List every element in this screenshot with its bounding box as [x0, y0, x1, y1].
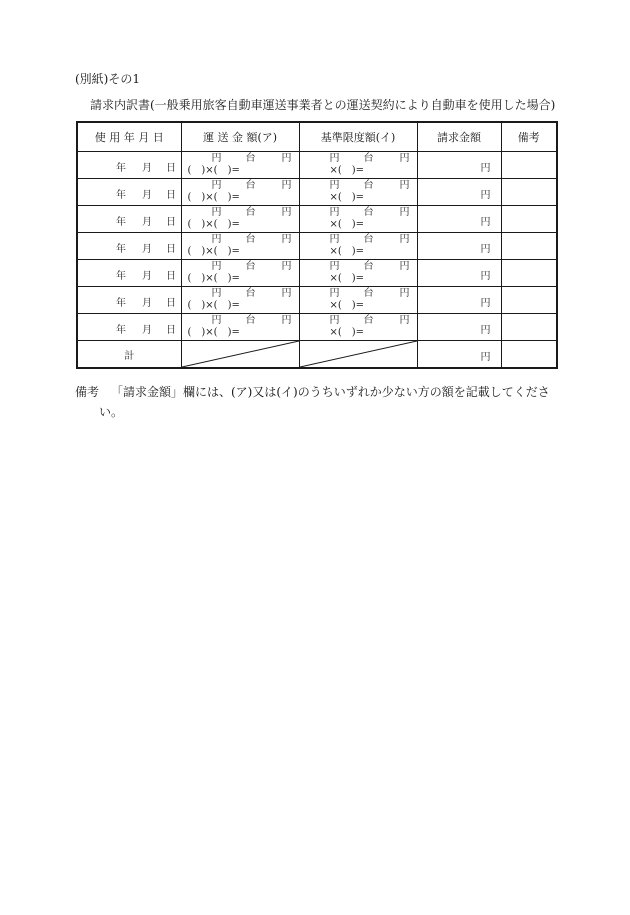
limit-cell[interactable]	[299, 152, 417, 179]
fare-cell[interactable]	[181, 206, 299, 233]
limit-formula: ×( )=	[329, 327, 365, 338]
total-row	[77, 341, 557, 369]
amount-unit: 円	[480, 190, 491, 201]
fare-formula: ( )×( )=	[187, 192, 240, 203]
page-label: (別紙)その1	[75, 72, 140, 86]
total-limit-blank	[299, 341, 417, 369]
header-fare: 運 送 金 額(ア)	[181, 122, 299, 152]
claim-amount-cell[interactable]	[417, 314, 501, 341]
fare-yen-unit: 円	[211, 234, 222, 245]
remarks-line-1: 「請求金額」欄には、(ア)又は(イ)のうちいずれか少ない方の額を記載してくださ	[111, 385, 550, 399]
fare-vehicle-unit: 台	[245, 207, 256, 218]
fare-cell[interactable]	[181, 179, 299, 206]
date-cell[interactable]	[77, 152, 181, 179]
remarks-line-2: い。	[99, 405, 124, 419]
fare-vehicle-unit: 台	[245, 288, 256, 299]
claim-amount-cell[interactable]	[417, 152, 501, 179]
fare-vehicle-unit: 台	[245, 261, 256, 272]
claim-amount-cell[interactable]	[417, 206, 501, 233]
year-unit: 年	[116, 271, 126, 282]
date-cell[interactable]	[77, 314, 181, 341]
fare-vehicle-unit: 台	[245, 315, 256, 326]
total-unit: 円	[480, 352, 491, 363]
month-unit: 月	[142, 163, 152, 174]
fare-formula: ( )×( )=	[187, 219, 240, 230]
header-date: 使 用 年 月 日	[77, 122, 181, 152]
fare-result-unit: 円	[281, 180, 292, 191]
amount-unit: 円	[480, 298, 491, 309]
fare-formula: ( )×( )=	[187, 273, 240, 284]
header-limit: 基準限度額(イ)	[299, 122, 417, 152]
limit-cell[interactable]	[299, 260, 417, 287]
limit-vehicle-unit: 台	[363, 234, 374, 245]
remarks-cell[interactable]	[501, 287, 557, 314]
claim-amount-cell[interactable]	[417, 287, 501, 314]
limit-yen-unit: 円	[329, 288, 340, 299]
fare-vehicle-unit: 台	[245, 234, 256, 245]
day-unit: 日	[166, 163, 176, 174]
amount-unit: 円	[480, 244, 491, 255]
table-header-row	[77, 122, 557, 152]
limit-result-unit: 円	[399, 153, 410, 164]
limit-formula: ×( )=	[329, 219, 365, 230]
limit-formula: ×( )=	[329, 273, 365, 284]
fare-vehicle-unit: 台	[245, 180, 256, 191]
limit-yen-unit: 円	[329, 315, 340, 326]
limit-formula: ×( )=	[329, 246, 365, 257]
limit-yen-unit: 円	[329, 153, 340, 164]
fare-formula: ( )×( )=	[187, 165, 240, 176]
year-unit: 年	[116, 244, 126, 255]
fare-formula: ( )×( )=	[187, 300, 240, 311]
header-remarks: 備考	[501, 122, 557, 152]
limit-cell[interactable]	[299, 287, 417, 314]
fare-result-unit: 円	[281, 288, 292, 299]
limit-result-unit: 円	[399, 288, 410, 299]
day-unit: 日	[166, 217, 176, 228]
fare-cell[interactable]	[181, 260, 299, 287]
table-row	[77, 206, 557, 233]
fare-vehicle-unit: 台	[245, 153, 256, 164]
limit-yen-unit: 円	[329, 207, 340, 218]
fare-result-unit: 円	[281, 207, 292, 218]
limit-cell[interactable]	[299, 314, 417, 341]
amount-unit: 円	[480, 217, 491, 228]
table-row	[77, 314, 557, 341]
limit-vehicle-unit: 台	[363, 153, 374, 164]
fare-result-unit: 円	[281, 261, 292, 272]
month-unit: 月	[142, 190, 152, 201]
limit-vehicle-unit: 台	[363, 180, 374, 191]
limit-result-unit: 円	[399, 234, 410, 245]
fare-cell[interactable]	[181, 287, 299, 314]
year-unit: 年	[116, 217, 126, 228]
claim-amount-cell[interactable]	[417, 260, 501, 287]
limit-result-unit: 円	[399, 207, 410, 218]
amount-unit: 円	[480, 325, 491, 336]
table-row	[77, 179, 557, 206]
date-cell[interactable]	[77, 206, 181, 233]
limit-vehicle-unit: 台	[363, 261, 374, 272]
total-label: 計	[77, 341, 181, 369]
remarks-cell[interactable]	[501, 206, 557, 233]
header-claim-amount: 請求金額	[417, 122, 501, 152]
day-unit: 日	[166, 271, 176, 282]
fare-yen-unit: 円	[211, 261, 222, 272]
claim-amount-cell[interactable]	[417, 179, 501, 206]
limit-formula: ×( )=	[329, 165, 365, 176]
table-row	[77, 233, 557, 260]
month-unit: 月	[142, 298, 152, 309]
date-cell[interactable]	[77, 179, 181, 206]
year-unit: 年	[116, 190, 126, 201]
fare-yen-unit: 円	[211, 180, 222, 191]
limit-vehicle-unit: 台	[363, 315, 374, 326]
fare-cell[interactable]	[181, 314, 299, 341]
fare-cell[interactable]	[181, 152, 299, 179]
limit-cell[interactable]	[299, 179, 417, 206]
fare-formula: ( )×( )=	[187, 327, 240, 338]
limit-cell[interactable]	[299, 233, 417, 260]
fare-result-unit: 円	[281, 315, 292, 326]
fare-formula: ( )×( )=	[187, 246, 240, 257]
day-unit: 日	[166, 190, 176, 201]
remarks-cell[interactable]	[501, 152, 557, 179]
limit-yen-unit: 円	[329, 234, 340, 245]
remarks-cell[interactable]	[501, 179, 557, 206]
limit-cell[interactable]	[299, 206, 417, 233]
date-cell[interactable]	[77, 233, 181, 260]
remarks-cell[interactable]	[501, 233, 557, 260]
day-unit: 日	[166, 244, 176, 255]
year-unit: 年	[116, 325, 126, 336]
limit-formula: ×( )=	[329, 192, 365, 203]
fare-yen-unit: 円	[211, 153, 222, 164]
remarks-cell[interactable]	[501, 260, 557, 287]
month-unit: 月	[142, 325, 152, 336]
amount-unit: 円	[480, 271, 491, 282]
table-row	[77, 152, 557, 179]
table-row	[77, 260, 557, 287]
limit-yen-unit: 円	[329, 261, 340, 272]
limit-result-unit: 円	[399, 315, 410, 326]
claim-amount-cell[interactable]	[417, 233, 501, 260]
limit-result-unit: 円	[399, 180, 410, 191]
total-fare-blank	[181, 341, 299, 369]
amount-unit: 円	[480, 163, 491, 174]
limit-result-unit: 円	[399, 261, 410, 272]
total-remarks[interactable]	[501, 341, 557, 369]
fare-yen-unit: 円	[211, 288, 222, 299]
table-row	[77, 287, 557, 314]
fare-yen-unit: 円	[211, 207, 222, 218]
limit-formula: ×( )=	[329, 300, 365, 311]
remarks-cell[interactable]	[501, 314, 557, 341]
year-unit: 年	[116, 163, 126, 174]
fare-yen-unit: 円	[211, 315, 222, 326]
limit-vehicle-unit: 台	[363, 207, 374, 218]
day-unit: 日	[166, 325, 176, 336]
document-title: 請求内訳書(一般乗用旅客自動車運送事業者との運送契約により自動車を使用した場合)	[90, 98, 556, 112]
month-unit: 月	[142, 271, 152, 282]
limit-yen-unit: 円	[329, 180, 340, 191]
remarks-head: 備考	[75, 385, 100, 399]
claim-breakdown-table	[76, 121, 558, 369]
limit-vehicle-unit: 台	[363, 288, 374, 299]
fare-result-unit: 円	[281, 234, 292, 245]
fare-result-unit: 円	[281, 153, 292, 164]
year-unit: 年	[116, 298, 126, 309]
date-cell[interactable]	[77, 287, 181, 314]
month-unit: 月	[142, 217, 152, 228]
month-unit: 月	[142, 244, 152, 255]
fare-cell[interactable]	[181, 233, 299, 260]
date-cell[interactable]	[77, 260, 181, 287]
day-unit: 日	[166, 298, 176, 309]
total-amount[interactable]	[417, 341, 501, 369]
